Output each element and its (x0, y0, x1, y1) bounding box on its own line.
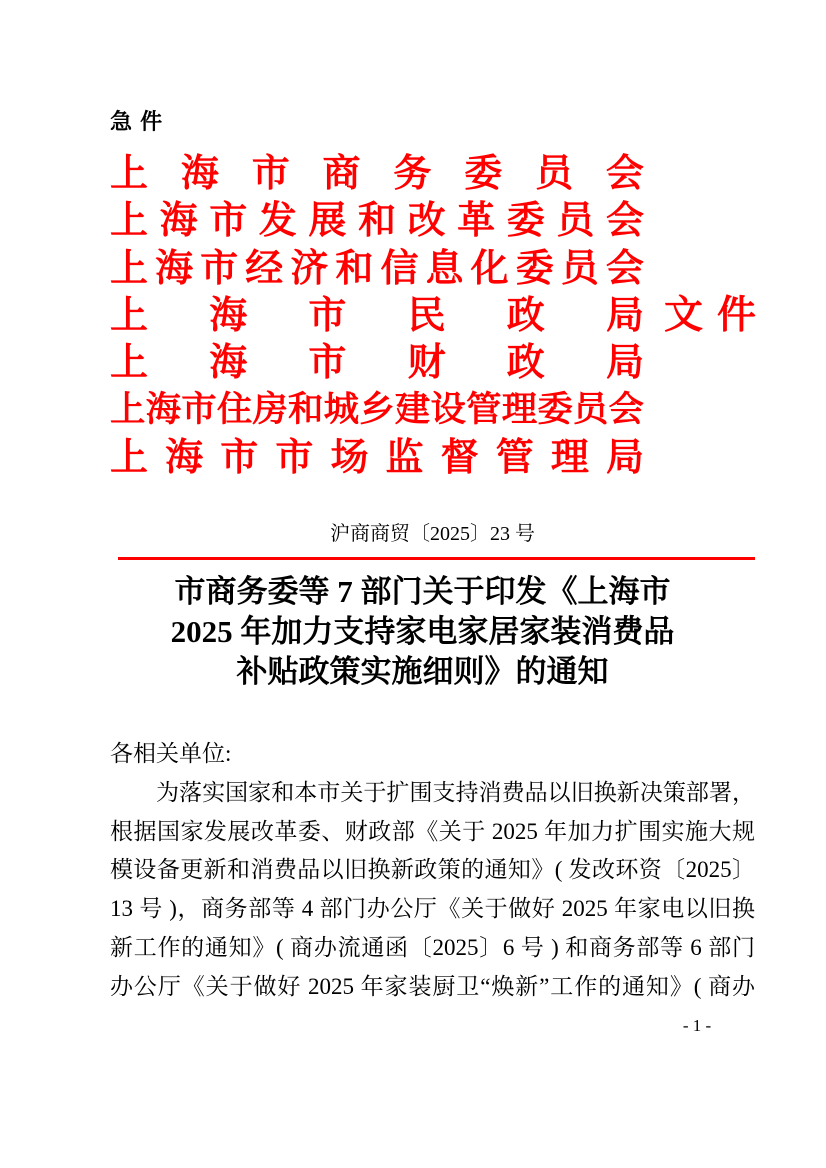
agency-name-line: 上 海 市 财 政 局 (110, 342, 644, 385)
body-text-line: 为落实国家和本市关于扩围支持消费品以旧换新决策部署， (156, 779, 755, 805)
agency-name-line: 上 海 市 商 务 委 员 会 (110, 153, 644, 196)
body-text-line: 模设备更新和消费品以旧换新政策的通知》( 发改环资〔2025〕 (110, 857, 755, 883)
document-number: 沪商商贸〔2025〕23 号 (330, 523, 535, 545)
body-text-line: 办公厅《关于做好 2025 年家装厨卫“焕新”工作的通知》( 商办 (110, 973, 755, 999)
red-separator-line (118, 557, 755, 560)
title-line: 市商务委等 7 部门关于印发《上海市 (174, 574, 671, 609)
body-text-line: 13 号 )，商务部等 4 部门办公厅《关于做好 2025 年家电以旧换 (110, 896, 755, 922)
letterhead-block (110, 146, 644, 477)
agency-name-line: 上 海 市 发 展 和 改 革 委 员 会 (110, 200, 644, 243)
page-number: - 1 - (682, 1016, 712, 1035)
body-text-line: 新工作的通知》( 商办流通函〔2025〕6 号 ) 和商务部等 6 部门 (110, 934, 755, 960)
document-title (100, 572, 745, 692)
agency-name-line: 上 海 市 市 场 监 督 管 理 局 (110, 436, 644, 479)
agency-name-line: 上 海 市 住 房 和 城 乡 建 设 管 理 委 员 会 (110, 388, 644, 429)
body-text-block (110, 735, 755, 1007)
salutation-line: 各相关单位: (110, 741, 232, 766)
body-text-line: 根据国家发展改革委、财政部《关于 2025 年加力扩围实施大规 (110, 818, 755, 844)
agency-name-line: 上 海 市 民 政 局 (110, 295, 644, 338)
letterhead-document-suffix: 文 件 (664, 293, 756, 337)
urgent-label: 急 件 (110, 109, 164, 134)
agency-name-line: 上 海 市 经 济 和 信 息 化 委 员 会 (110, 247, 644, 290)
title-line: 补贴政策实施细则》的通知 (236, 654, 609, 689)
title-line: 2025 年加力支持家电家居家装消费品 (170, 614, 675, 649)
